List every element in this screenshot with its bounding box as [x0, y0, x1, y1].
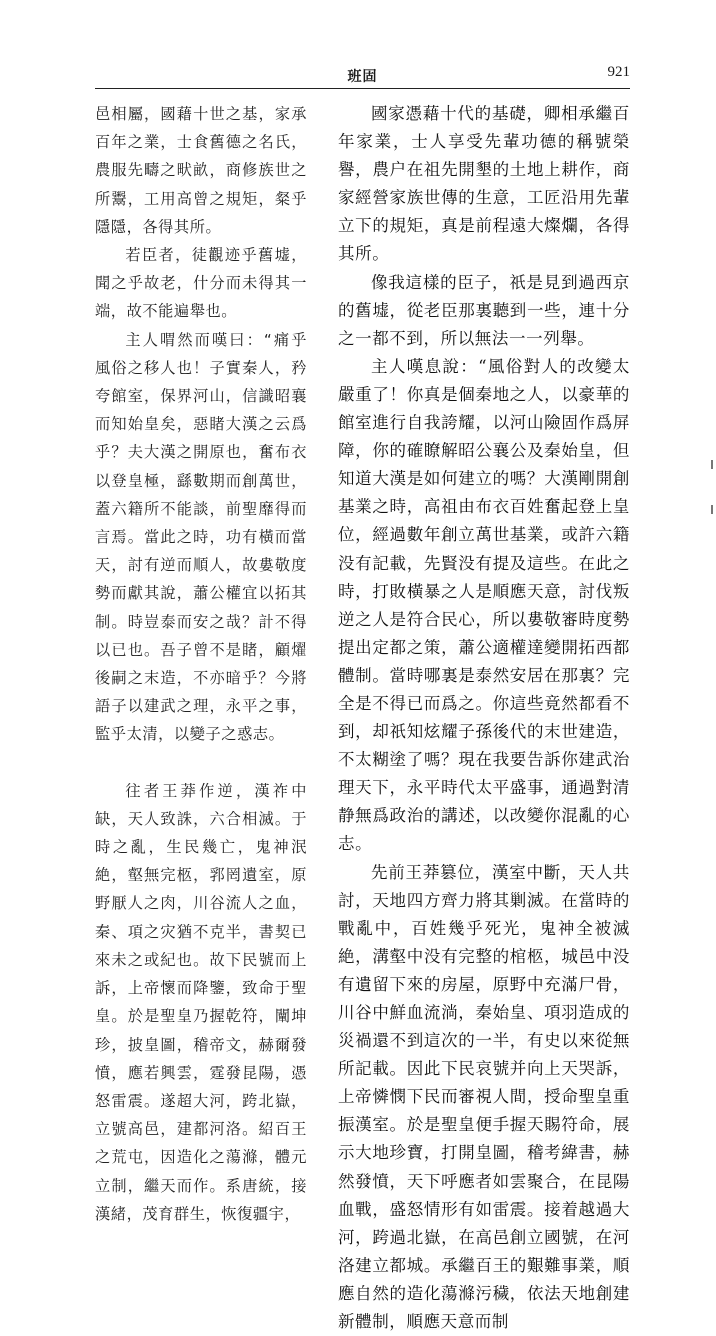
original-text-column: [95, 100, 307, 1223]
translation-paragraph: 國家憑藉十代的基礎，卿相承繼百年家業，士人享受先輩功德的稱號榮譽，農户在祖先開墾的土地上耕作，商家經營家族世傳的生意，工匠沿用先輩立下的規矩，真是前程遠大燦爛，各得其所。: [338, 104, 630, 264]
original-paragraph: 若臣者，徒觀迹乎舊墟，聞之乎故老，什分而未得其一端，故不能遍舉也。: [95, 246, 307, 321]
original-paragraph: 往者王莽作逆，漢祚中缺，天人致誅，六合相滅。于時之亂，生民幾亡，鬼神泯絶，壑無完柩，郛罔遺室，原野厭人之肉，川谷流人之血，秦、項之灾猶不克半，書契已來未之或紀也。故下民號而上訴，上帝懷而降鑒，致命于聖皇。於是聖皇乃握乾符，闡坤珍，披皇圖，稽帝文，赫爾發憤，應若興雲，霆發昆陽，憑怒雷震。遂超大河，跨北嶽，立號高邑，建都河洛。紹百王之荒屯，因造化之蕩滌，體元立制，繼天而作。系唐統，接漢緒，茂育群生，恢復疆宇，: [95, 781, 307, 1223]
translation-column: [338, 100, 630, 1332]
translation-paragraph: 主人嘆息說：“風俗對人的改變太嚴重了！你真是個秦地之人，以豪華的館室進行自我誇耀，以河山險固作爲屏障，你的確瞭解昭公襄公及秦始皇，但知道大漢是如何建立的嗎？大漢剛開創基業之時，高祖由布衣百姓奮起登上皇位，經過數年創立萬世基業，或許六籍没有記載，先賢没有提及這些。在此之時，打敗橫暴之人是順應天意，討伐叛逆之人是符合民心，所以婁敬審時度勢提出定都之策，蕭公適權達變開拓西都體制。當時哪裏是泰然安居在那裏？完全是不得已而爲之。你這些竟然都看不到，却祇知炫耀子孫後代的末世建造，不太糊塗了嗎？現在我要告訴你建武治理天下，永平時代太平盛事，通過對清静無爲政治的講述，以改變你混亂的心志。: [338, 356, 630, 854]
page-number: 921: [607, 64, 630, 80]
running-title: 班固: [347, 69, 378, 85]
translation-paragraph: 像我這樣的臣子，祇是見到過西京的舊墟，從老臣那裏聽到一些，連十分之一都不到，所以無法一一列舉。: [338, 272, 630, 348]
margin-mark: [711, 505, 713, 514]
original-paragraph: 邑相屬，國藉十世之基，家承百年之業，士食舊德之名氏，農服先疇之畎畝，商修族世之所鬻，工用高曾之規矩，粲乎隱隱，各得其所。: [95, 105, 307, 236]
margin-mark: [711, 460, 713, 469]
header-rule: [95, 88, 630, 89]
original-paragraph: 主人喟然而嘆曰：“痛乎風俗之移人也！子實秦人，矜夸館室，保界河山，信識昭襄而知始皇矣，惡睹大漢之云爲乎？夫大漢之開原也，奮布衣以登皇極，繇數期而創萬世，蓋六籍所不能談，前聖靡得而言焉。當此之時，功有橫而當天，討有逆而順人，故婁敬度勢而獻其說，蕭公權宜以拓其制。時豈泰而安之哉？計不得以已也。吾子曾不是睹，顧燿後嗣之末造，不亦暗乎？今將語子以建武之理，永平之事，監乎太清，以變子之惑志。: [95, 330, 307, 744]
translation-paragraph: 先前王莽篡位，漢室中斷，天人共討，天地四方齊力將其剿滅。在當時的戰亂中，百姓幾乎死光，鬼神全被滅絶，溝壑中没有完整的棺柩，城邑中没有遺留下來的房屋，原野中充滿尸骨，川谷中鮮血流淌，秦始皇、項羽造成的災禍還不到這次的一半，有史以來從無所記載。因此下民哀號并向上天哭訴，上帝憐憫下民而審視人間，授命聖皇重振漢室。於是聖皇便手握天賜符命，展示大地珍寶，打開皇圖，稽考緯書，赫然發憤，天下呼應者如雲聚合，在昆陽血戰，盛怒情形有如雷震。接着越過大河，跨過北嶽，在高邑創立國號，在河洛建立都城。承繼百王的艱難事業，順應自然的造化蕩滌污穢，依法天地創建新體制，順應天意而制: [338, 862, 630, 1332]
page-header: [95, 62, 630, 90]
section-gap: [95, 749, 307, 777]
